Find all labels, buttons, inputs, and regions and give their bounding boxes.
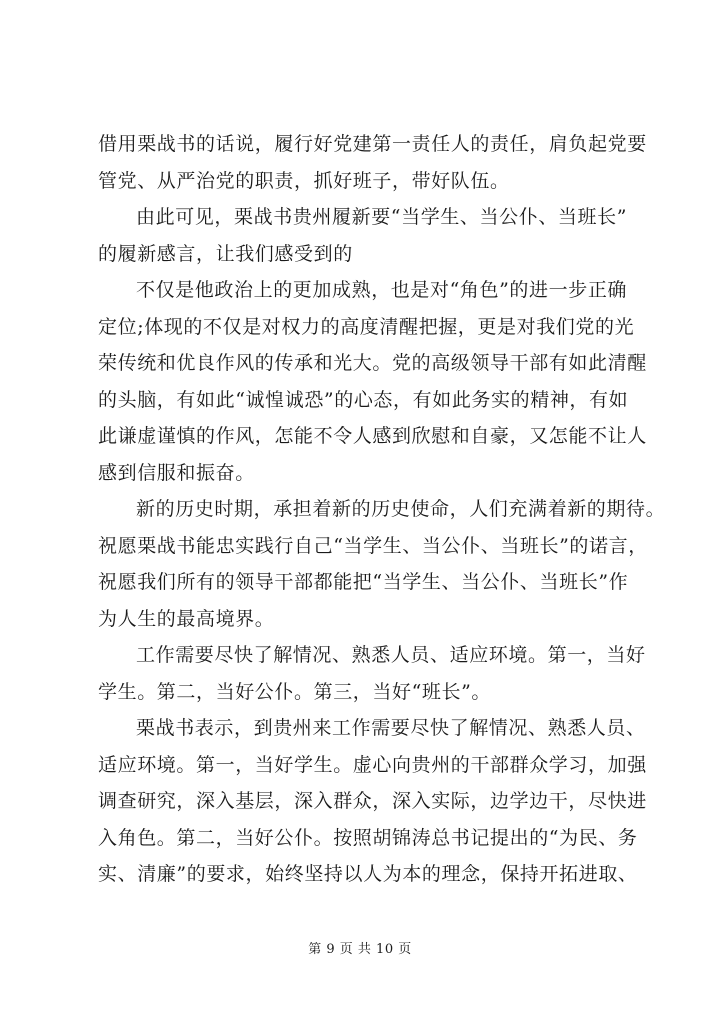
text-line: 不仅是他政治上的更加成熟，也是对“角色”的进一步正确 <box>136 279 628 301</box>
text-line: 感到信服和振奋。 <box>98 461 255 484</box>
text-line: 定位;体现的不仅是对权力的高度清醒把握，更是对我们党的光 <box>98 315 635 338</box>
text-line: 调查研究，深入基层，深入群众，深入实际，边学边干，尽快进 <box>98 790 647 812</box>
paragraph-5 <box>98 637 646 710</box>
text-line: 荣传统和优良作风的传承和光大。党的高级领导干部有如此清醒 <box>98 352 647 374</box>
text-line: 为人生的最高境界。 <box>98 607 275 630</box>
paragraph-1 <box>98 126 647 199</box>
text-line: 借用栗战书的话说，履行好党建第一责任人的责任，肩负起党要 <box>98 133 647 155</box>
text-line: 的头脑，有如此“诚惶诚恐”的心态，有如此务实的精神，有如 <box>98 388 629 411</box>
text-line: 适应环境。第一，当好学生。虚心向贵州的干部群众学习，加强 <box>98 753 647 776</box>
text-line: 实、清廉”的要求，始终坚持以人为本的理念，保持开拓进取、 <box>98 863 638 885</box>
paragraph-2 <box>98 199 638 272</box>
text-line: 祝愿我们所有的领导干部都能把“当学生、当公仆、当班长”作 <box>98 571 629 593</box>
text-line: 工作需要尽快了解情况、熟悉人员、适应环境。第一，当好 <box>136 644 646 666</box>
text-line: 祝愿栗战书能忠实践行自己“当学生、当公仆、当班长”的诺言， <box>98 534 648 557</box>
text-line: 入角色。第二，当好公仆。按照胡锦涛总书记提出的“为民、务 <box>98 826 638 849</box>
text-line: 由此可见，栗战书贵州履新要“当学生、当公仆、当班长” <box>136 206 628 228</box>
paragraph-6 <box>98 710 647 893</box>
body-text <box>98 126 666 893</box>
text-line: 的履新感言，让我们感受到的 <box>98 242 353 265</box>
text-line: 学生。第二，当好公仆。第三，当好“班长”。 <box>98 680 492 703</box>
text-line: 栗战书表示，到贵州来工作需要尽快了解情况、熟悉人员、 <box>136 717 646 739</box>
paragraph-4 <box>98 491 666 637</box>
text-line: 管党、从严治党的职责，抓好班子，带好队伍。 <box>98 169 510 192</box>
text-line: 此谦虚谨慎的作风，怎能不令人感到欣慰和自豪，又怎能不让人 <box>98 425 647 447</box>
page-number-footer: 第 9 页 共 10 页 <box>308 942 412 957</box>
text-line: 新的历史时期，承担着新的历史使命，人们充满着新的期待。 <box>136 498 666 520</box>
paragraph-3 <box>98 272 647 491</box>
